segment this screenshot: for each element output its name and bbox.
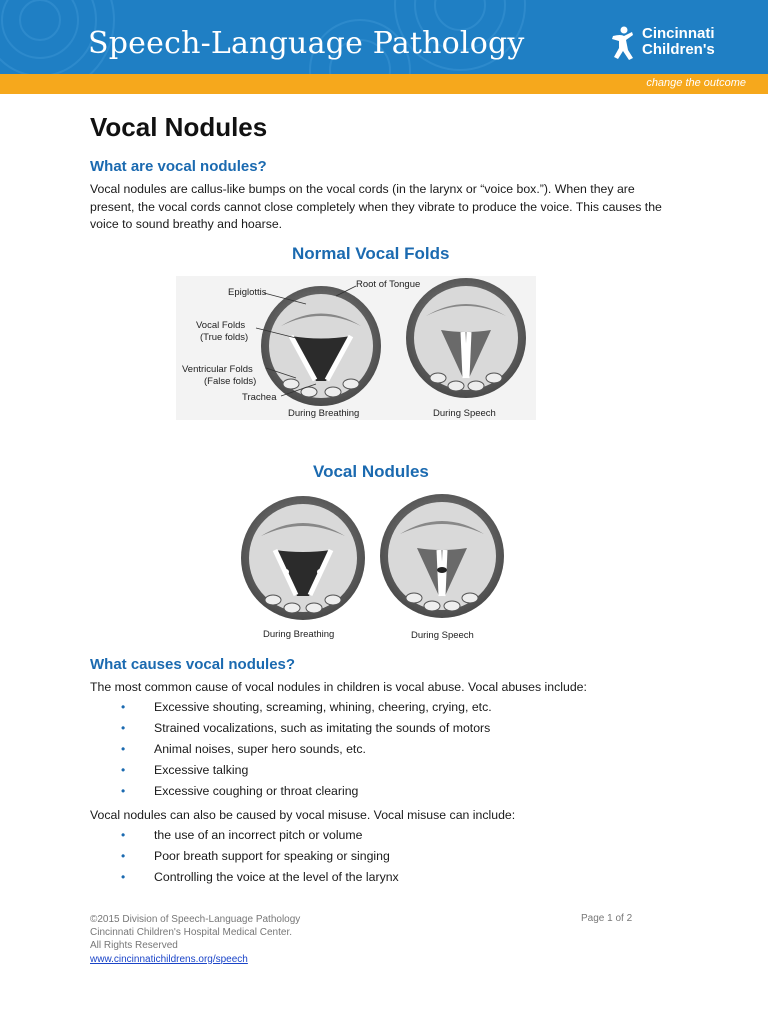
header-title: Speech-Language Pathology xyxy=(88,26,525,61)
bullet-icon: • xyxy=(121,700,126,714)
label-false-folds: (False folds) xyxy=(204,376,257,387)
bullet-icon: • xyxy=(121,721,126,735)
bullet-icon: • xyxy=(121,742,126,756)
label-during-breathing-normal: During Breathing xyxy=(288,408,360,419)
tagline: change the outcome xyxy=(646,77,746,89)
vocal-nodules-figure xyxy=(236,494,516,646)
page-title: Vocal Nodules xyxy=(90,112,268,142)
footer-rights: All Rights Reserved xyxy=(90,940,178,952)
list-item xyxy=(90,760,650,781)
label-vocal-folds: Vocal Folds xyxy=(196,320,246,331)
footer-copyright: ©2015 Division of Speech-Language Pathology xyxy=(90,914,301,925)
child-figure-icon xyxy=(607,26,637,62)
bullet-icon: • xyxy=(121,849,126,863)
list-item xyxy=(90,739,650,760)
list-item xyxy=(90,825,650,846)
logo-text-line1: Cincinnati xyxy=(642,25,715,42)
label-true-folds: (True folds) xyxy=(200,332,249,343)
header-banner xyxy=(0,0,768,74)
list-item-text: Excessive shouting, screaming, whining, cheering, crying, etc. xyxy=(154,700,492,714)
bullet-icon: • xyxy=(121,870,126,884)
section-heading-causes: What causes vocal nodules? xyxy=(90,656,296,673)
list-item-text: Animal noises, super hero sounds, etc. xyxy=(154,742,366,756)
bullet-icon: • xyxy=(121,763,126,777)
bullet-icon: • xyxy=(121,828,126,842)
label-trachea: Trachea xyxy=(242,392,277,403)
label-during-speech-normal: During Speech xyxy=(433,408,496,419)
section-body-what-are: Vocal nodules are callus-like bumps on the vocal cords (in the larynx or “voice box.”). When they are present, the vocal cords cannot close completely when they vibrate to produce the voice. This causes the voice to sound breathy and hoarse. xyxy=(90,182,662,231)
label-during-speech-nodules: During Speech xyxy=(411,630,474,641)
causes-intro: The most common cause of vocal nodules in children is vocal abuse. Vocal abuses include: xyxy=(90,680,587,694)
cincinnati-childrens-logo[interactable] xyxy=(607,26,747,66)
list-item xyxy=(90,846,650,867)
list-item-text: the use of an incorrect pitch or volume xyxy=(154,828,363,842)
footer-url-link[interactable]: www.cincinnatichildrens.org/speech xyxy=(90,953,248,965)
bullet-icon: • xyxy=(121,784,126,798)
footer xyxy=(90,913,300,966)
list-item xyxy=(90,781,650,802)
list-item-text: Excessive coughing or throat clearing xyxy=(154,784,359,798)
page-number: Page 1 of 2 xyxy=(581,913,633,924)
label-epiglottis: Epiglottis xyxy=(228,287,267,298)
figure-heading-nodules: Vocal Nodules xyxy=(313,462,429,481)
list-item-text: Strained vocalizations, such as imitating the sounds of motors xyxy=(154,721,491,735)
vocal-nodules-illustration xyxy=(236,494,516,646)
list-item xyxy=(90,867,650,888)
label-ventricular-folds: Ventricular Folds xyxy=(182,364,253,375)
list-item xyxy=(90,697,650,718)
vocal-misuse-list xyxy=(90,825,650,888)
list-item xyxy=(90,718,650,739)
list-item-text: Excessive talking xyxy=(154,763,249,777)
footer-org: Cincinnati Children's Hospital Medical Center. xyxy=(90,927,293,939)
list-item-text: Controlling the voice at the level of the larynx xyxy=(154,870,399,884)
label-root-of-tongue: Root of Tongue xyxy=(356,279,421,290)
vocal-abuse-list xyxy=(90,697,650,802)
misuse-intro: Vocal nodules can also be caused by vocal misuse. Vocal misuse can include: xyxy=(90,808,516,822)
normal-vocal-folds-figure xyxy=(176,276,536,420)
section-heading-what-are: What are vocal nodules? xyxy=(90,158,267,175)
list-item-text: Poor breath support for speaking or singing xyxy=(154,849,390,863)
label-during-breathing-nodules: During Breathing xyxy=(263,629,335,640)
figure-heading-normal: Normal Vocal Folds xyxy=(292,244,450,263)
logo-text-line2: Children's xyxy=(642,41,715,58)
